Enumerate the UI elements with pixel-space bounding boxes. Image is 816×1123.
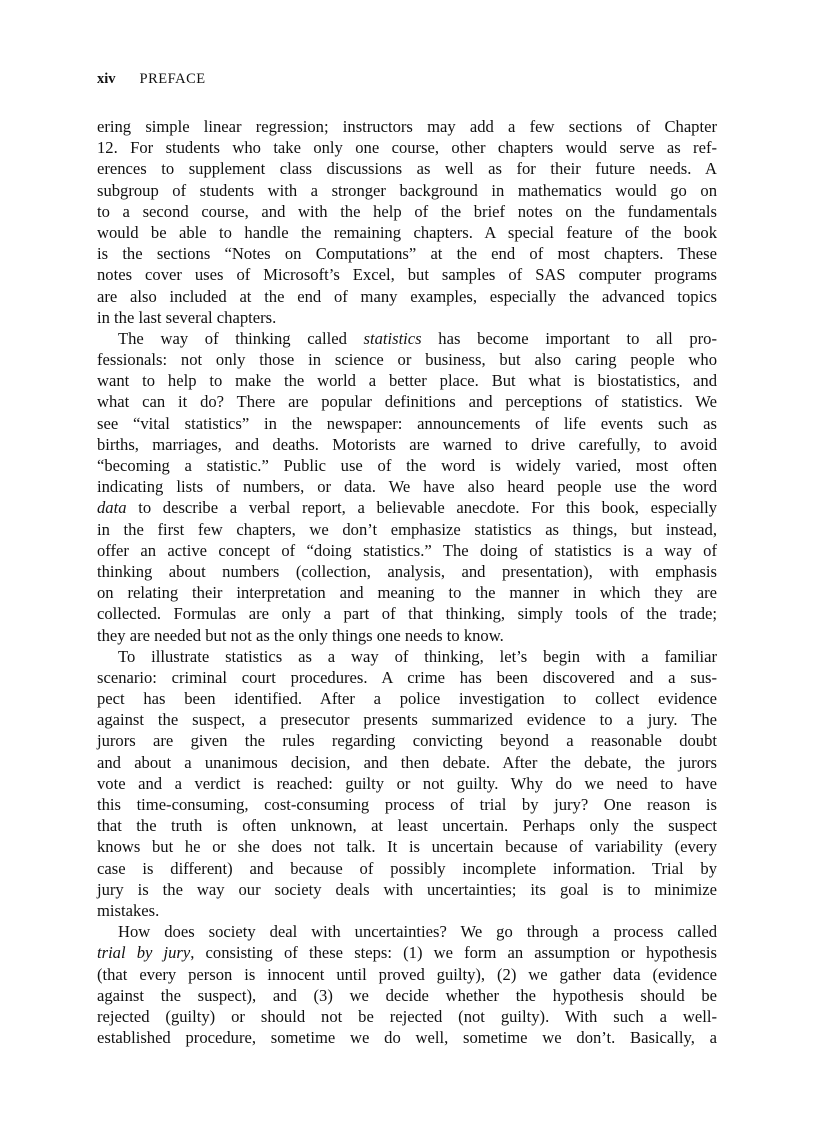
body-text [97,116,717,1048]
text-line: see “vital statistics” in the newspaper: announcements of life events such as [97,413,717,433]
text-line: jurors are given the rules regarding convicting beyond a reasonable doubt [97,731,717,751]
text-line: (that every person is innocent until proved guilty), (2) we gather data (evidence [97,964,717,984]
text-line: that the truth is often unknown, at least uncertain. Perhaps only the suspect [97,816,717,836]
text-line: what can it do? There are popular definitions and perceptions of statistics. We [97,392,717,412]
text-line: fessionals: not only those in science or business, but also caring people who [97,350,717,370]
text-line: pect has been identified. After a police investigation to collect evidence [97,689,717,709]
text-line: rejected (guilty) or should not be rejected (not guilty). With such a well- [97,1006,717,1026]
text-line: against the suspect), and (3) we decide whether the hypothesis should be [97,985,717,1005]
text-line: established procedure, sometime we do well, sometime we don’t. Basically, a [97,1028,717,1048]
text-line: subgroup of students with a stronger background in mathematics would go on [97,180,717,200]
text-line: erences to supplement class discussions as well as for their future needs. A [97,159,717,179]
paragraph [97,116,717,328]
text-segment: , consisting of these steps: (1) we form an assumption or hypothesis [190,943,717,963]
text-line: ering simple linear regression; instructors may add a few sections of Chapter [97,117,717,136]
text-line: collected. Formulas are only a part of that thinking, simply tools of the trade; [97,604,717,624]
text-line: “becoming a statistic.” Public use of the word is widely varied, most often [97,456,717,475]
text-segment: The way of thinking called [118,328,364,348]
text-line: 12. For students who take only one course, other chapters would serve as ref- [97,138,717,158]
text-line: on relating their interpretation and meaning to the manner in which they are [97,583,717,603]
text-line [97,942,717,963]
italic-term: trial by jury [97,943,191,963]
paragraph [97,921,717,1048]
text-line: knows but he or she does not talk. It is uncertain because of variability (every [97,837,717,857]
text-segment: has become important to all pro- [421,328,717,348]
text-line: births, marriages, and deaths. Motorists are warned to drive carefully, to avoid [97,434,717,454]
running-title: PREFACE [139,71,206,87]
text-line: case is different) and because of possibly incomplete information. Trial by [97,858,717,878]
text-line: To illustrate statistics as a way of thinking, let’s begin with a familiar [118,646,717,666]
text-line: would be able to handle the remaining chapters. A special feature of the book [97,222,717,242]
page-number: xiv [97,71,116,87]
text-line: offer an active concept of “doing statistics.” The doing of statistics is a way of [97,540,717,560]
italic-term: statistics [363,328,422,348]
text-line: want to help to make the world a better place. But what is biostatistics, and [97,371,717,391]
paragraph [97,646,717,921]
text-line: scenario: criminal court procedures. A crime has been discovered and a sus- [97,667,717,687]
running-header [97,71,206,88]
text-line: are also included at the end of many examples, especially the advanced topics [97,286,717,306]
paragraph [97,328,717,646]
text-line: and about a unanimous decision, and then debate. After the debate, the jurors [97,752,717,772]
text-line [97,328,717,349]
text-line: is the sections “Notes on Computations” at the end of most chapters. These [97,244,717,264]
text-line: jury is the way our society deals with uncertainties; its goal is to minimize [97,879,717,899]
text-line: notes cover uses of Microsoft’s Excel, but samples of SAS computer programs [97,265,717,285]
text-line: in the last several chapters. [97,307,277,327]
text-line: they are needed but not as the only things one needs to know. [97,625,504,645]
text-line: to a second course, and with the help of the brief notes on the fundamentals [97,201,717,221]
text-line: vote and a verdict is reached: guilty or not guilty. Why do we need to have [97,773,717,793]
text-line: against the suspect, a presecutor presents summarized evidence to a jury. The [97,710,717,730]
text-line: mistakes. [97,900,160,920]
text-line: thinking about numbers (collection, analysis, and presentation), with emphasis [97,561,717,581]
italic-term: data [97,498,127,518]
text-line: indicating lists of numbers, or data. We have also heard people use the word [97,477,717,497]
text-line: in the first few chapters, we don’t emphasize statistics as things, but instead, [97,519,717,539]
text-segment: to describe a verbal report, a believable anecdote. For this book, especially [126,498,717,518]
text-line: this time-consuming, cost-consuming process of trial by jury? One reason is [97,795,717,814]
text-line [97,497,717,518]
text-line: How does society deal with uncertainties? We go through a process called [118,922,717,942]
